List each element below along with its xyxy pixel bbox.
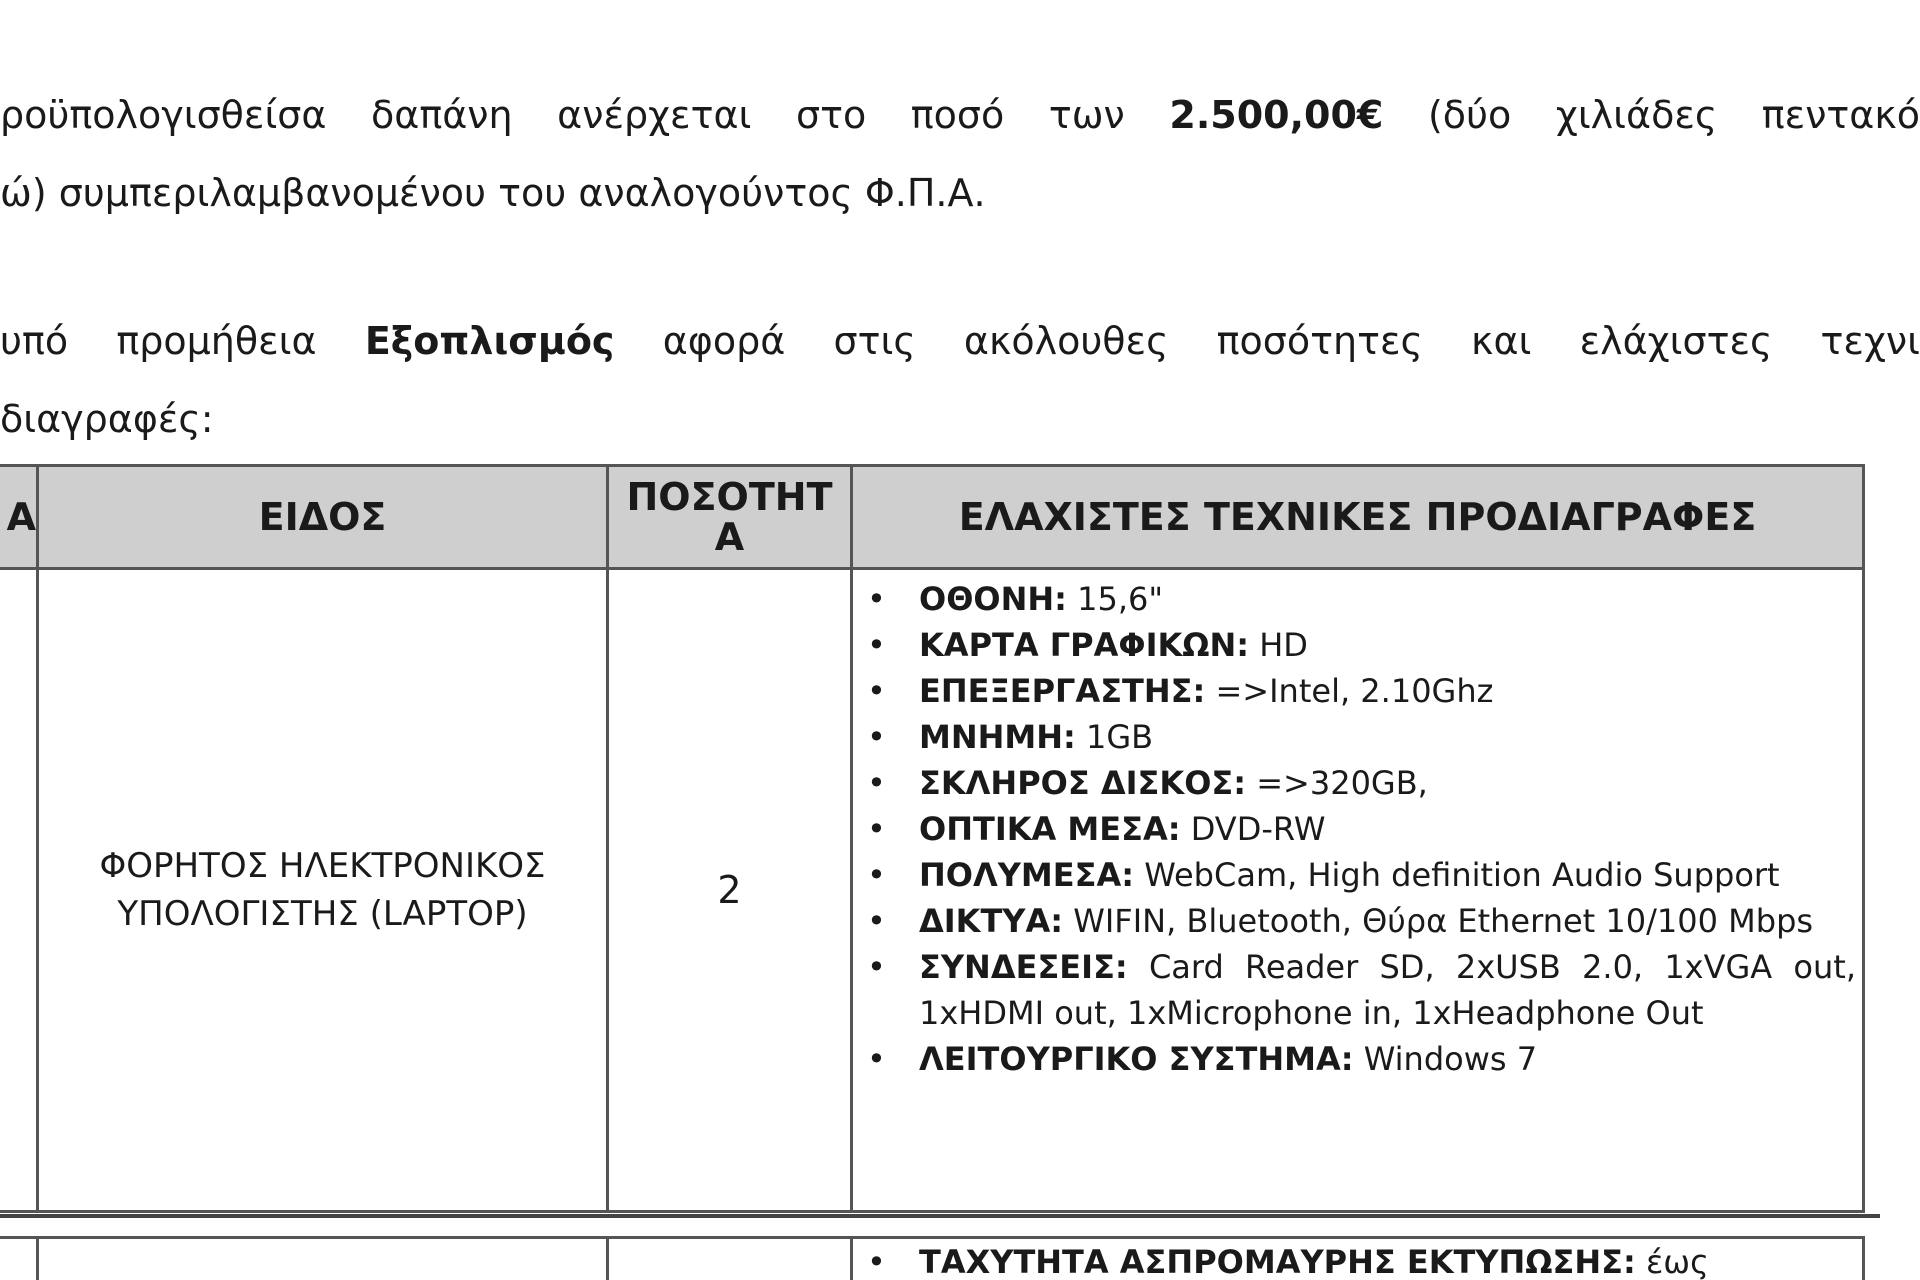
equipment-text: υπό προμήθεια — [0, 319, 365, 363]
row-index — [0, 569, 38, 1212]
spec-item — [919, 622, 1856, 668]
spec-item — [919, 576, 1856, 622]
spec-item — [919, 1036, 1856, 1082]
row-index — [0, 1238, 38, 1280]
item-specs — [852, 1238, 1864, 1280]
budget-amount: 2.500,00€ — [1169, 93, 1384, 137]
spec-key: ΟΠΤΙΚΑ ΜΕΣΑ: — [919, 810, 1181, 848]
spec-key: ΣΥΝΔΕΣΕΙΣ: — [919, 948, 1128, 986]
spec-value: 15,6" — [1066, 580, 1164, 618]
spec-key: ΟΘΟΝΗ: — [919, 580, 1067, 618]
spec-key: ΠΟΛΥΜΕΣΑ: — [919, 856, 1135, 894]
item-name: ΦΟΡΗΤΟΣ ΗΛΕΚΤΡΟΝΙΚΟΣ ΥΠΟΛΟΓΙΣΤΗΣ (LAPTOP) — [38, 569, 608, 1212]
budget-text: ροϋπολογισθείσα δαπάνη ανέρχεται στο ποσό των — [0, 93, 1170, 137]
equipment-bold: Εξοπλισμός — [364, 319, 615, 363]
spec-value: DVD-RW — [1180, 810, 1326, 848]
budget-paragraph — [0, 76, 1920, 232]
specifications-table-next — [0, 1236, 1865, 1280]
spec-item — [919, 898, 1856, 944]
spec-key: ΣΚΛΗΡΟΣ ΔΙΣΚΟΣ: — [919, 764, 1247, 802]
spec-value: Card Reader SD, 2xUSB 2.0, 1xVGA out, 1xHDMI out, 1xMicrophone in, 1xHeadphone Out — [919, 948, 1856, 1032]
equipment-line-1 — [0, 302, 1920, 380]
table-row — [0, 1238, 1864, 1280]
spec-value: Windows 7 — [1353, 1040, 1538, 1078]
budget-line-2: ώ) συμπεριλαμβανομένου του αναλογούντος Φ.Π.Α. — [0, 171, 986, 215]
equipment-paragraph — [0, 302, 1920, 458]
equipment-line-2: διαγραφές: — [0, 397, 214, 441]
spec-item — [919, 1239, 1856, 1280]
budget-text-words: (δύο χιλιάδες πεντακό — [1383, 93, 1920, 137]
header-specs: ΕΛΑΧΙΣΤΕΣ ΤΕΧΝΙΚΕΣ ΠΡΟΔΙΑΓΡΑΦΕΣ — [852, 466, 1864, 569]
spec-value: =>320GB, — [1246, 764, 1428, 802]
table-header-row — [0, 466, 1864, 569]
spec-item — [919, 714, 1856, 760]
equipment-text-rest: αφορά στις ακόλουθες ποσότητες και ελάχιστες τεχνι — [614, 319, 1920, 363]
spec-key: ΤΑΧΥΤΗΤΑ ΑΣΠΡΟΜΑΥΡΗΣ ΕΚΤΥΠΩΣΗΣ: — [919, 1243, 1636, 1280]
spec-item — [919, 806, 1856, 852]
table-row — [0, 569, 1864, 1212]
spec-value: WIFIN, Bluetooth, Θύρα Ethernet 10/100 Mbps — [1063, 902, 1814, 940]
item-quantity — [608, 1238, 852, 1280]
spec-item — [919, 852, 1856, 898]
spec-value: έως — [1635, 1243, 1709, 1280]
table-divider — [0, 1214, 1880, 1218]
budget-line-1 — [0, 76, 1920, 154]
spec-value: 1GB — [1075, 718, 1154, 756]
spec-list — [853, 570, 1862, 1082]
spec-value: HD — [1249, 626, 1308, 664]
item-quantity: 2 — [608, 569, 852, 1212]
spec-value: WebCam, High definition Audio Support — [1134, 856, 1780, 894]
spec-key: ΕΠΕΞΕΡΓΑΣΤΗΣ: — [919, 672, 1206, 710]
specifications-table — [0, 464, 1865, 1213]
spec-key: ΔΙΚΤΥΑ: — [919, 902, 1064, 940]
spec-key: ΜΝΗΜΗ: — [919, 718, 1076, 756]
spec-item — [919, 760, 1856, 806]
header-item: ΕΙΔΟΣ — [38, 466, 608, 569]
spec-key: ΛΕΙΤΟΥΡΓΙΚΟ ΣΥΣΤΗΜΑ: — [919, 1040, 1354, 1078]
spec-list — [853, 1239, 1862, 1280]
item-specs — [852, 569, 1864, 1212]
item-name — [38, 1238, 608, 1280]
spec-value: =>Intel, 2.10Ghz — [1205, 672, 1494, 710]
header-index: Α — [0, 466, 38, 569]
spec-item — [919, 668, 1856, 714]
spec-item — [919, 944, 1856, 1036]
spec-key: ΚΑΡΤΑ ΓΡΑΦΙΚΩΝ: — [919, 626, 1250, 664]
header-quantity: ΠΟΣΟΤΗΤ Α — [608, 466, 852, 569]
